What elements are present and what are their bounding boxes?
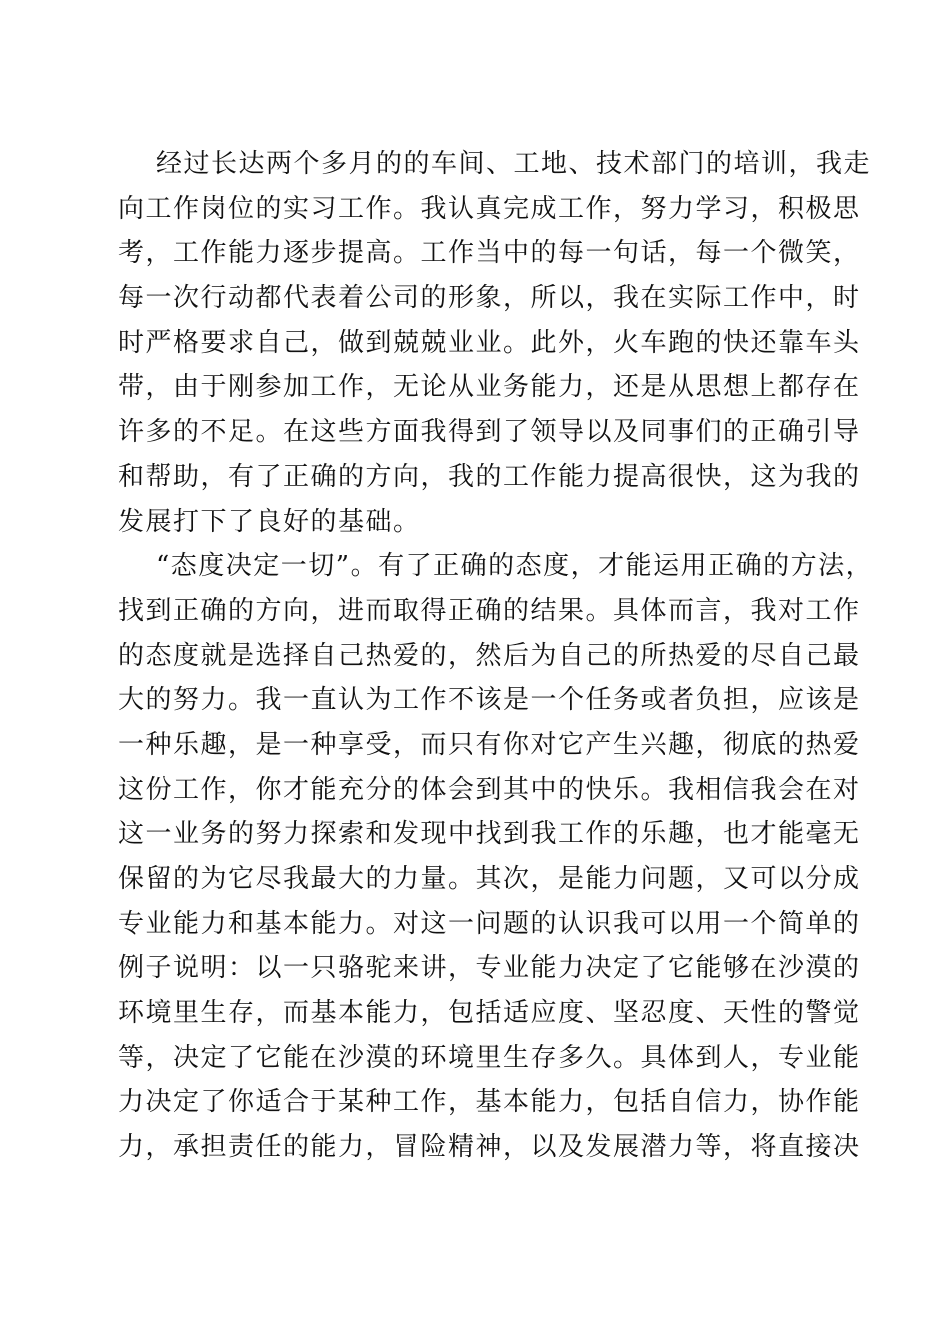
- text-line: 每一次行动都代表着公司的形象，所以，我在实际工作中，时: [118, 283, 861, 314]
- text-line: 考，工作能力逐步提高。工作当中的每一句话，每一个微笑，: [118, 238, 861, 269]
- paragraph-2: [118, 544, 874, 1170]
- text-line: 这一业务的努力探索和发现中找到我工作的乐趣，也才能毫无: [118, 819, 861, 850]
- body-text: [118, 142, 874, 1170]
- text-line: 时严格要求自己，做到兢兢业业。此外，火车跑的快还靠车头: [118, 327, 861, 358]
- text-line: 力，承担责任的能力，冒险精神，以及发展潜力等，将直接决: [118, 1132, 861, 1163]
- text-line: 带，由于刚参加工作，无论从业务能力，还是从思想上都存在: [118, 372, 861, 403]
- text-line: 的态度就是选择自己热爱的，然后为自己的所热爱的尽自己最: [118, 640, 861, 671]
- text-line: 经过长达两个多月的的车间、工地、技术部门的培训，我走: [156, 149, 872, 179]
- text-line: 大的努力。我一直认为工作不该是一个任务或者负担，应该是: [118, 685, 861, 716]
- text-line: 力决定了你适合于某种工作，基本能力，包括自信力，协作能: [118, 1087, 861, 1118]
- paragraph-1: [118, 142, 872, 544]
- text-line: 和帮助，有了正确的方向，我的工作能力提高很快，这为我的: [118, 461, 861, 492]
- text-line: 环境里生存，而基本能力，包括适应度、坚忍度、天性的警觉: [118, 998, 861, 1029]
- text-line: 许多的不足。在这些方面我得到了领导以及同事们的正确引导: [118, 417, 861, 448]
- text-line: 向工作岗位的实习工作。我认真完成工作，努力学习，积极思: [118, 193, 861, 224]
- text-line: 例子说明：以一只骆驼来讲，专业能力决定了它能够在沙漠的: [118, 953, 861, 984]
- text-line: 一种乐趣，是一种享受，而只有你对它产生兴趣，彻底的热爱: [118, 729, 861, 760]
- text-line: 发展打下了良好的基础。: [118, 506, 421, 537]
- text-line: “态度决定一切”。有了正确的态度，才能运用正确的方法，: [156, 551, 874, 582]
- text-line: 等，决定了它能在沙漠的环境里生存多久。具体到人，专业能: [118, 1042, 861, 1073]
- text-line: 这份工作，你才能充分的体会到其中的快乐。我相信我会在对: [118, 774, 861, 805]
- text-line: 保留的为它尽我最大的力量。其次，是能力问题，又可以分成: [118, 864, 861, 894]
- text-line: 专业能力和基本能力。对这一问题的认识我可以用一个简单的: [118, 908, 861, 939]
- text-line: 找到正确的方向，进而取得正确的结果。具体而言，我对工作: [118, 595, 861, 626]
